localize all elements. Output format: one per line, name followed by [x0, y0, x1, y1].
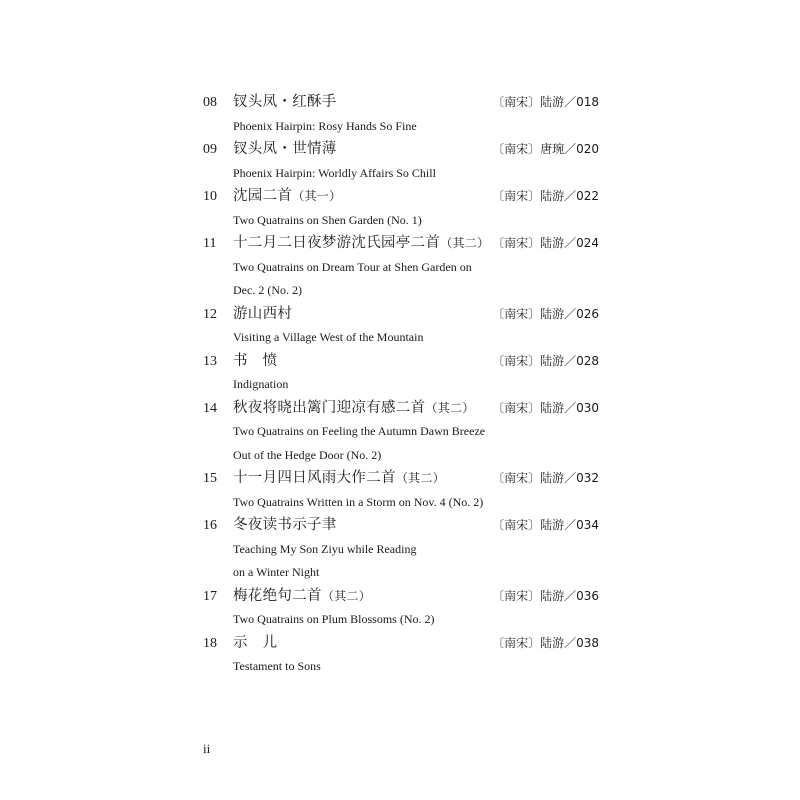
toc-entry-title-row [200, 185, 602, 209]
toc-entry-english-row [200, 373, 602, 397]
toc-entry-title-row [200, 232, 602, 256]
chinese-title-note: （其二） [425, 400, 475, 415]
toc-entry-title-row [200, 91, 602, 115]
chinese-title-text: 十二月二日夜梦游沈氏园亭二首 [233, 235, 441, 251]
chinese-title-text: 沈园二首 [233, 188, 293, 204]
chinese-title-text: 冬夜读书示子聿 [233, 517, 337, 533]
chinese-title [233, 232, 489, 256]
chinese-title-text: 钗头凤・红酥手 [233, 94, 337, 110]
toc-entry-title-row [200, 397, 602, 421]
english-title: Testament to Sons [233, 659, 321, 673]
source-and-page: 〔南宋〕陆游／024 [492, 236, 599, 250]
english-title: on a Winter Night [233, 565, 320, 579]
source-and-page: 〔南宋〕陆游／028 [492, 353, 599, 368]
toc-entry-english-row [200, 420, 602, 444]
toc-entry-english-row [200, 162, 602, 186]
source-and-page: 〔南宋〕陆游／030 [492, 400, 599, 415]
source-and-page: 〔南宋〕陆游／034 [492, 518, 599, 532]
english-title: Phoenix Hairpin: Rosy Hands So Fine [233, 118, 417, 133]
toc-entry-title-row [200, 467, 602, 491]
page-number: ii [203, 741, 211, 756]
toc-entry[interactable] [200, 397, 602, 468]
toc-entry[interactable] [200, 91, 602, 138]
source-and-page: 〔南宋〕陆游／038 [492, 635, 599, 650]
toc-entry-title-row [200, 350, 602, 374]
toc-entry[interactable] [200, 467, 602, 514]
chinese-title [233, 585, 371, 609]
english-title: Dec. 2 (No. 2) [233, 283, 302, 297]
source-and-page: 〔南宋〕陆游／026 [492, 306, 599, 321]
chinese-title [233, 514, 337, 538]
chinese-title-note: （其二） [321, 588, 372, 603]
english-title: Phoenix Hairpin: Worldly Affairs So Chill [233, 165, 436, 180]
english-title: Two Quatrains on Shen Garden (No. 1) [233, 212, 422, 227]
chinese-title-text: 十一月四日风雨大作二首 [233, 470, 396, 486]
chinese-title-text: 秋夜将晓出篱门迎凉有感二首 [233, 399, 426, 416]
chinese-title [233, 303, 292, 327]
chinese-title-text: 示 儿 [233, 634, 278, 651]
english-title: Indignation [233, 377, 289, 391]
toc-entry-english-row [200, 209, 602, 233]
toc-entry-title-row [200, 514, 602, 538]
toc-entry-english-row [200, 279, 602, 303]
toc-entry-english-row [200, 444, 602, 468]
entry-number: 17 [203, 588, 217, 604]
source-and-page: 〔南宋〕陆游／022 [492, 189, 599, 203]
toc-entry[interactable] [200, 185, 602, 232]
toc-entry-title-row [200, 303, 602, 327]
chinese-title [233, 91, 337, 115]
toc-entry-english-row [200, 491, 602, 515]
english-title: Two Quatrains on Plum Blossoms (No. 2) [233, 612, 435, 626]
toc-entry-english-row [200, 538, 602, 562]
chinese-title [233, 138, 337, 162]
toc-entry-title-row [200, 585, 602, 609]
toc-entry[interactable] [200, 350, 602, 397]
toc-entry[interactable] [200, 632, 602, 679]
chinese-title [233, 185, 341, 209]
entry-number: 18 [203, 635, 217, 651]
chinese-title-text: 游山西村 [233, 305, 293, 322]
toc-entry-title-row [200, 138, 602, 162]
toc-entry-english-row [200, 655, 602, 679]
english-title: Out of the Hedge Door (No. 2) [233, 447, 382, 462]
entry-number: 14 [203, 400, 217, 416]
source-and-page: 〔南宋〕唐琬／020 [492, 142, 599, 156]
english-title: Two Quatrains on Dream Tour at Shen Garden on [233, 259, 472, 274]
toc-entry-english-row [200, 115, 602, 139]
entry-number: 08 [203, 95, 217, 110]
source-and-page: 〔南宋〕陆游／018 [492, 95, 599, 109]
entry-number: 16 [203, 518, 217, 533]
chinese-title-text: 书 愤 [233, 352, 278, 369]
chinese-title-text: 梅花绝句二首 [233, 587, 322, 604]
toc-entry[interactable] [200, 138, 602, 185]
toc-entry[interactable] [200, 303, 602, 350]
english-title: Two Quatrains on Feeling the Autumn Dawn Breeze [233, 424, 486, 438]
toc-entry-english-row [200, 256, 602, 280]
english-title: Teaching My Son Ziyu while Reading [233, 541, 417, 556]
toc-entry-title-row [200, 632, 602, 656]
source-and-page: 〔南宋〕陆游／036 [492, 588, 599, 603]
entry-number: 09 [203, 142, 217, 157]
table-of-contents [200, 91, 602, 679]
chinese-title-text: 钗头凤・世情薄 [233, 141, 337, 157]
source-and-page: 〔南宋〕陆游／032 [492, 471, 599, 485]
toc-entry-english-row [200, 326, 602, 350]
toc-entry-english-row [200, 561, 602, 585]
toc-entry-english-row [200, 608, 602, 632]
chinese-title-note: （其二） [440, 236, 490, 250]
chinese-title [233, 632, 277, 656]
chinese-title-note: （其一） [292, 189, 342, 203]
chinese-title [233, 350, 277, 374]
entry-number: 11 [203, 236, 217, 251]
toc-entry[interactable] [200, 585, 602, 632]
chinese-title [233, 397, 475, 421]
entry-number: 13 [203, 353, 217, 369]
english-title: Visiting a Village West of the Mountain [233, 330, 424, 344]
entry-number: 12 [203, 306, 217, 322]
chinese-title-note: （其二） [395, 471, 446, 485]
english-title: Two Quatrains Written in a Storm on Nov. 4 (No. 2) [233, 494, 484, 509]
entry-number: 15 [203, 471, 217, 486]
toc-entry[interactable] [200, 514, 602, 585]
toc-entry[interactable] [200, 232, 602, 303]
chinese-title [233, 467, 445, 491]
entry-number: 10 [203, 189, 217, 204]
